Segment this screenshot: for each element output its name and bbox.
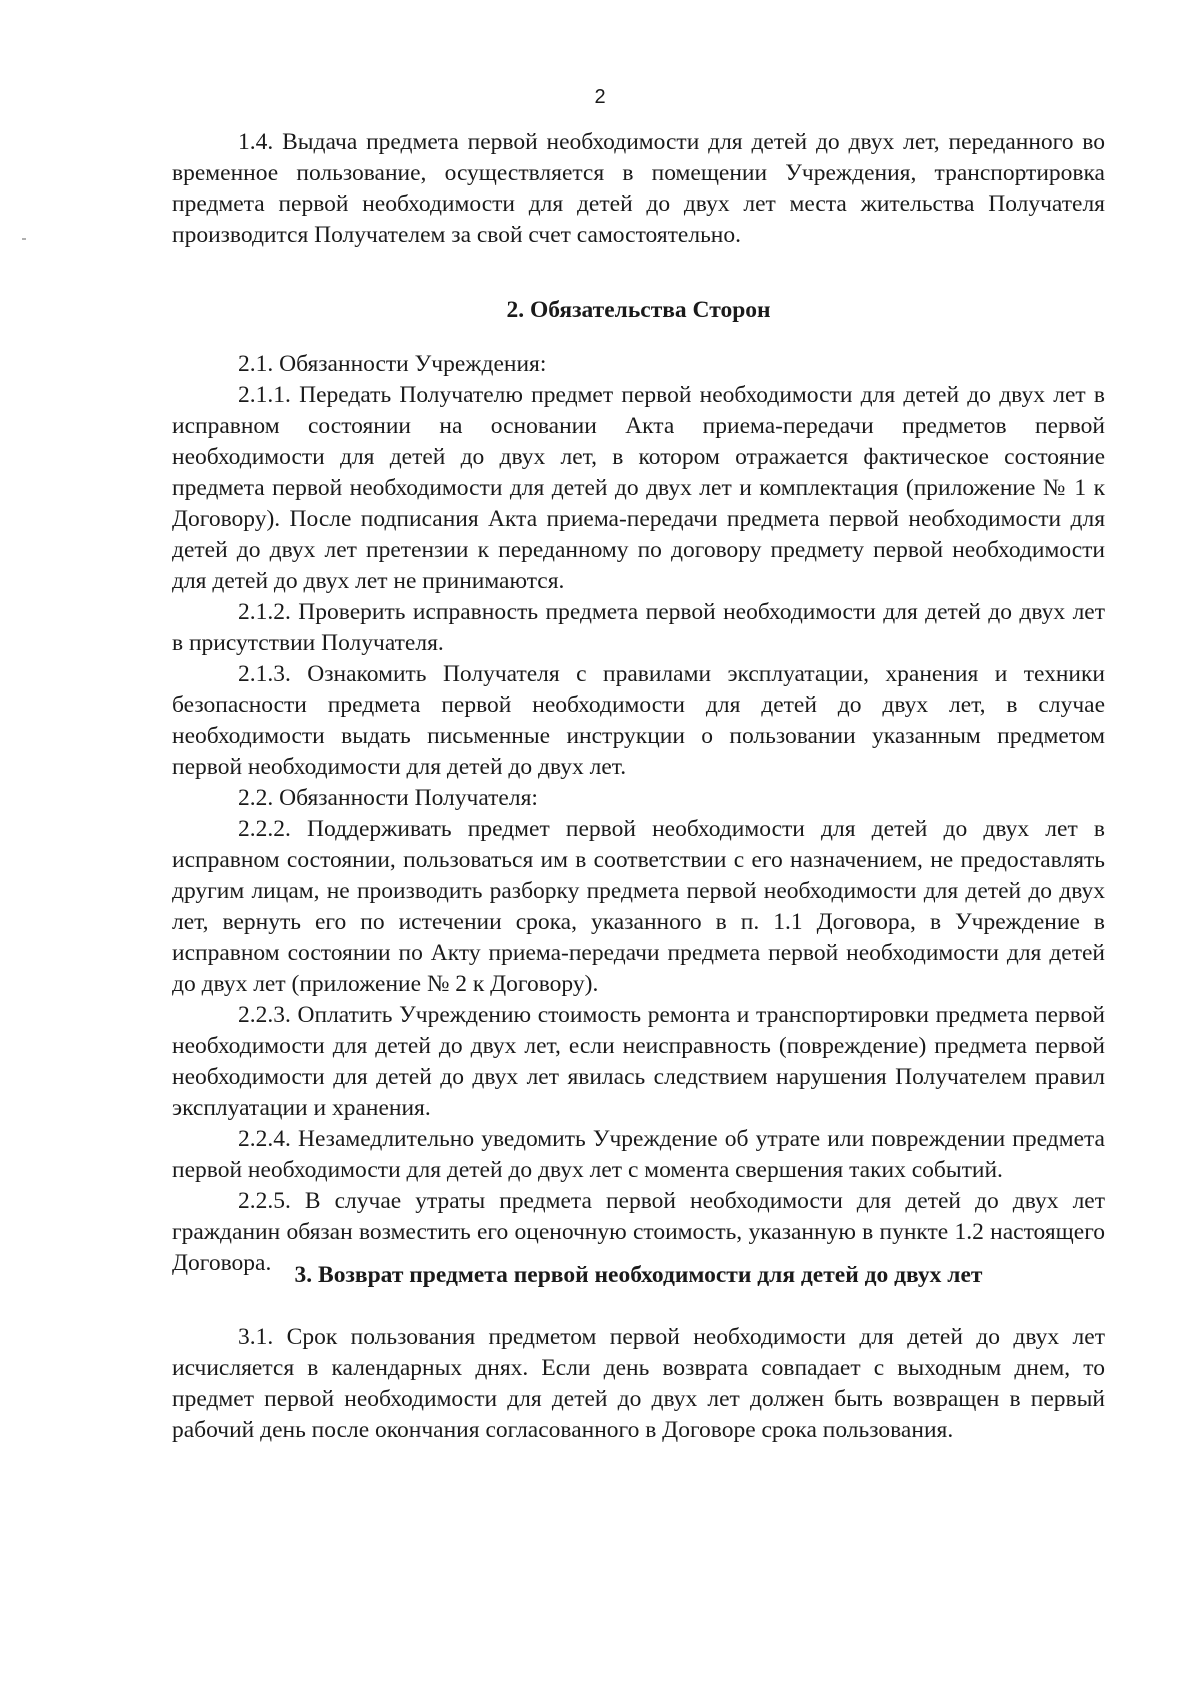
page-number: 2 <box>594 86 606 108</box>
paragraph-2-2-3: 2.2.3. Оплатить Учреждению стоимость ремонта и транспортировки предмета первой необходимости для детей до двух лет, если неисправность (повреждение) предмета первой необходимости для детей до двух лет явилась следствием нарушения Получателем правил эксплуатации и хранения. <box>172 1002 1105 1121</box>
section-3-body <box>172 1322 1105 1446</box>
paragraph-2-2: 2.2. Обязанности Получателя: <box>238 785 538 811</box>
section-2-heading: 2. Обязательства Сторон <box>506 297 771 323</box>
paragraph-3-1: 3.1. Срок пользования предметом первой необходимости для детей до двух лет исчисляется в календарных днях. Если день возврата совпадает с выходным днем, то предмет первой необходимости для детей до двух лет должен быть возвращен в первый рабочий день после окончания согласованного в Договоре срока пользования. <box>172 1324 1105 1443</box>
section-3-heading: 3. Возврат предмета первой необходимости для детей до двух лет <box>294 1262 983 1288</box>
scan-speck <box>22 238 26 240</box>
paragraph-2-2-2: 2.2.2. Поддерживать предмет первой необходимости для детей до двух лет в исправном состоянии, пользоваться им в соответствии с его назначением, не предоставлять другим лицам, не производить разборку предмета первой необходимости для детей до двух лет, вернуть его по истечении срока, указанного в п. 1.1 Договора, в Учреждение в исправном состоянии по Акту приема-передачи предмета первой необходимости для детей до двух лет (приложение № 2 к Договору). <box>172 816 1105 997</box>
paragraph-2-1: 2.1. Обязанности Учреждения: <box>238 351 547 377</box>
paragraph-2-1-1: 2.1.1. Передать Получателю предмет первой необходимости для детей до двух лет в исправном состоянии на основании Акта приема-передачи предметов первой необходимости для детей до двух лет, в котором отражается фактическое состояние предмета первой необходимости для детей до двух лет и комплектация (приложение № 1 к Договору). После подписания Акта приема-передачи предмета первой необходимости для детей до двух лет претензии к переданному по договору предмету первой необходимости для детей до двух лет не принимаются. <box>172 382 1105 594</box>
paragraph-2-2-5: 2.2.5. В случае утраты предмета первой необходимости для детей до двух лет гражданин обязан возместить его оценочную стоимость, указанную в пункте 1.2 настоящего Договора. <box>172 1188 1105 1276</box>
paragraph-2-1-2: 2.1.2. Проверить исправность предмета первой необходимости для детей до двух лет в присутствии Получателя. <box>172 599 1105 656</box>
paragraph-1-4-block <box>172 127 1105 251</box>
paragraph-1-4: 1.4. Выдача предмета первой необходимости для детей до двух лет, переданного во временное пользование, осуществляется в помещении Учреждения, транспортировка предмета первой необходимости для детей до двух лет места жительства Получателя производится Получателем за свой счет самостоятельно. <box>172 129 1105 248</box>
section-2-heading-block <box>172 295 1105 326</box>
paragraph-2-1-3: 2.1.3. Ознакомить Получателя с правилами эксплуатации, хранения и техники безопасности предмета первой необходимости для детей до двух лет, в случае необходимости выдать письменные инструкции о пользовании указанным предметом первой необходимости для детей до двух лет. <box>172 661 1105 780</box>
section-2-body <box>172 349 1105 1279</box>
paragraph-2-2-4: 2.2.4. Незамедлительно уведомить Учреждение об утрате или повреждении предмета первой необходимости для детей до двух лет с момента свершения таких событий. <box>172 1126 1105 1183</box>
section-3-heading-block <box>172 1260 1105 1291</box>
